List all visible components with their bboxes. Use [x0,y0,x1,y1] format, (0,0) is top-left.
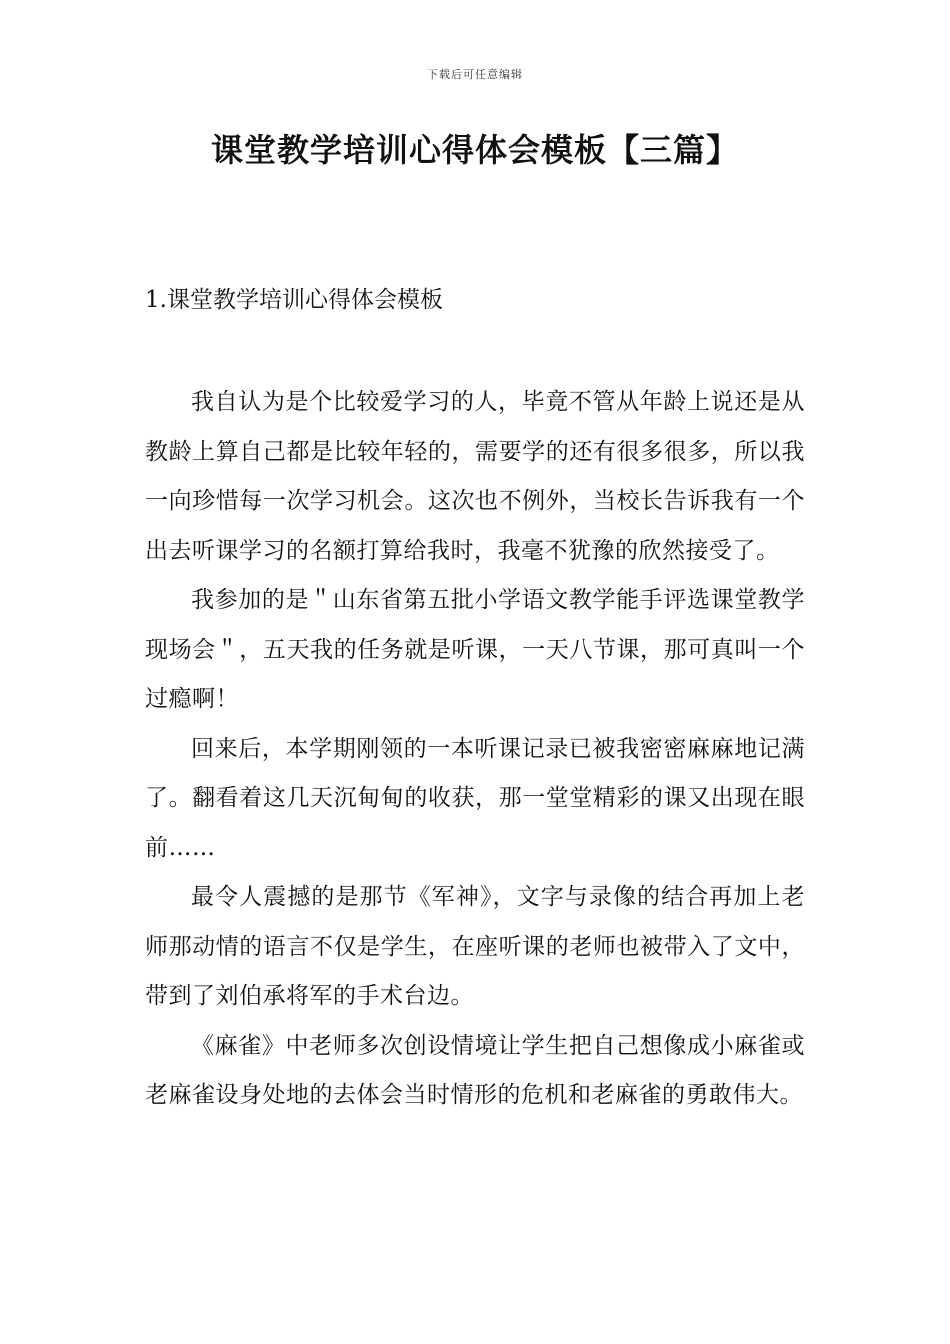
document-title: 课堂教学培训心得体会模板【三篇】 [210,131,739,169]
document-body [145,378,805,1121]
paragraph-4: 最令人震撼的是那节《军神》，文字与录像的结合再加上老师那动情的语言不仅是学生，在座听课的老师也被带入了文中，带到了刘伯承将军的手术台边。 [145,884,805,1009]
paragraph-5: 《麻雀》中老师多次创设情境让学生把自己想像成小麻雀或老麻雀设身处地的去体会当时情形的危机和老麻雀的勇敢伟大。 [145,1032,805,1108]
page-header-note: 下载后可任意编辑 [427,68,523,81]
paragraph-1: 我自认为是个比较爱学习的人，毕竟不管从年龄上说还是从教龄上算自己都是比较年轻的，需要学的还有很多很多，所以我一向珍惜每一次学习机会。这次也不例外，当校长告诉我有一个出去听课学习的名额打算给我时，我毫不犹豫的欣然接受了。 [145,389,805,564]
section-heading: 1.课堂教学培训心得体会模板 [145,287,443,313]
paragraph-3: 回来后，本学期刚领的一本听课记录已被我密密麻麻地记满了。翻看着这几天沉甸甸的收获，那一堂堂精彩的课又出现在眼前…… [145,735,805,861]
paragraph-2: 我参加的是＂山东省第五批小学语文教学能手评选课堂教学现场会＂，五天我的任务就是听课，一天八节课，那可真叫一个过瘾啊！ [145,587,805,712]
